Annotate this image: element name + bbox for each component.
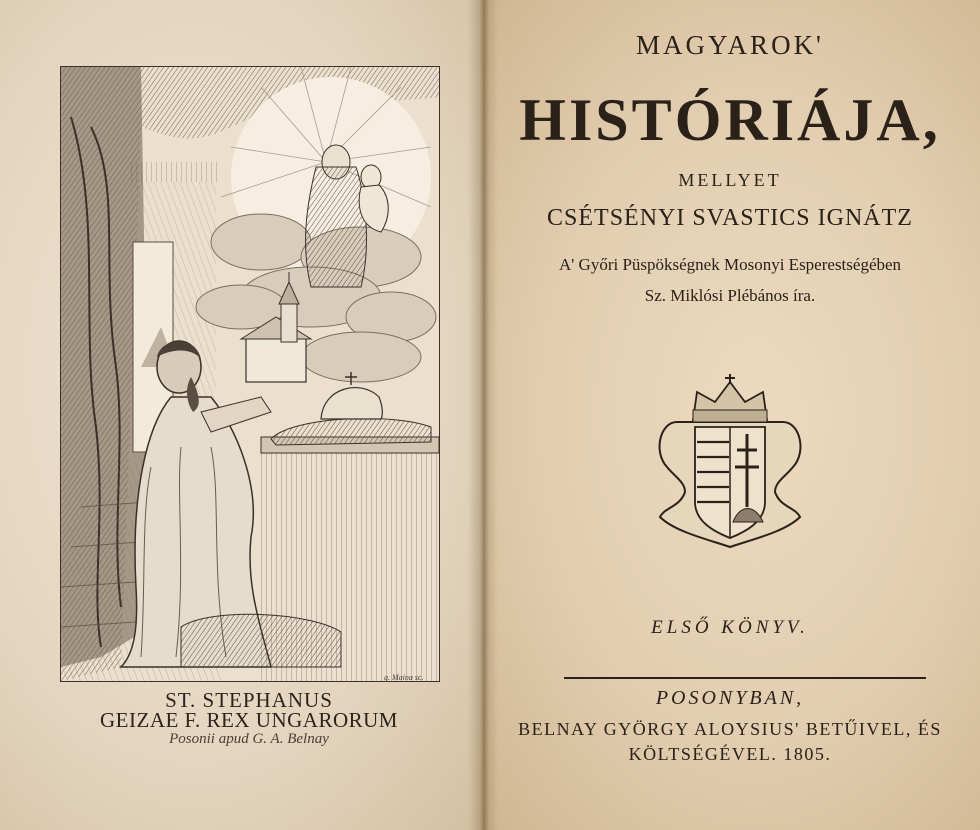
coat-of-arms-icon — [655, 372, 805, 550]
author-name: CSÉTSÉNYI SVASTICS IGNÁTZ — [547, 205, 913, 231]
divider-rule — [564, 677, 926, 679]
title-line-mellyet: MELLYET — [678, 170, 782, 190]
engraver-signature: g. Maina sc. — [384, 673, 424, 682]
book-number: ELSŐ KÖNYV. — [651, 617, 809, 638]
engraving-plate — [60, 66, 440, 682]
title-line-magyarok: MAGYAROK' — [636, 30, 824, 60]
engraving-illustration — [61, 67, 439, 681]
author-position-line1: A' Győri Püspökségnek Mosonyi Esperestségében — [558, 255, 902, 274]
plate-caption-publisher: Posonii apud G. A. Belnay — [169, 731, 329, 747]
imprint-place: POSONYBAN, — [655, 687, 805, 709]
imprint-year: KÖLTSÉGÉVEL. 1805. — [628, 744, 832, 764]
plate-caption-title: ST. STEPHANUS — [165, 688, 333, 712]
plate-caption-subtitle: GEIZAE F. REX UNGARORUM — [100, 708, 398, 732]
imprint-printer: BELNAY GYÖRGY ALOYSIUS' BETŰIVEL, ÉS — [518, 719, 942, 739]
author-position-line2: Sz. Miklósi Plébános íra. — [644, 286, 816, 305]
title-line-historiaja: HISTÓRIÁJA, — [519, 87, 941, 153]
